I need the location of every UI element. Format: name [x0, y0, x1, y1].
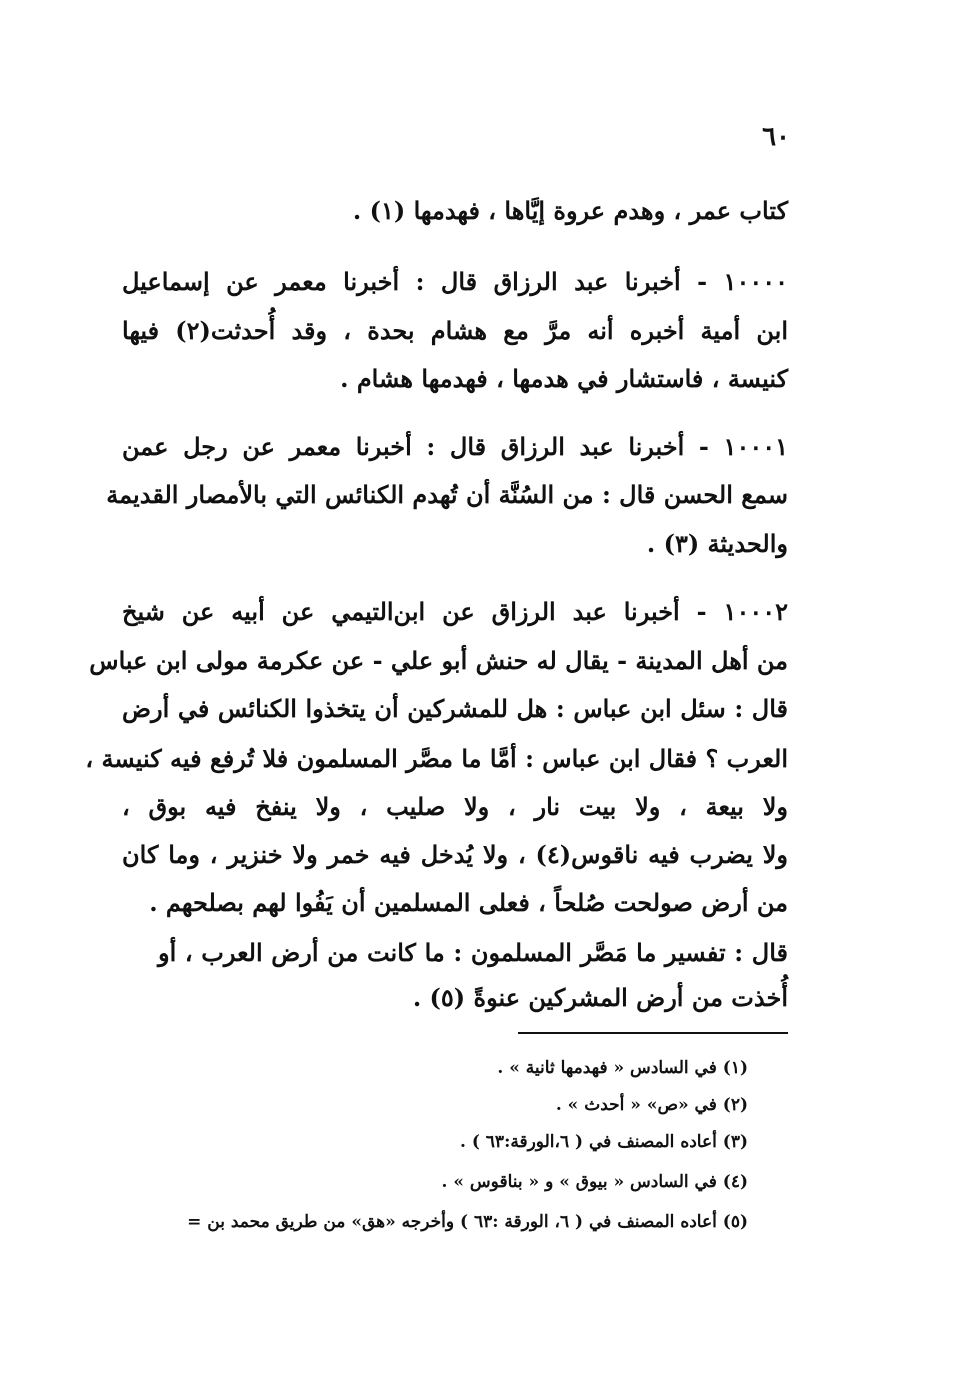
footnote: (٣) أعاده المصنف في ( ٦،الورقة:٦٣ ) .	[459, 1132, 748, 1152]
footnote: (٤) في السادس « بيوق » و « بناقوس » .	[441, 1172, 748, 1192]
footnote: (١) في السادس « فهدمها ثانية » .	[497, 1058, 748, 1078]
body-line: ولا بيعة ، ولا بيت نار ، ولا صليب ، ولا ينفخ فيه بوق ،	[122, 792, 788, 821]
footnote: (٥) أعاده المصنف في ( ٦، الورقة :٦٣ ) وأخرجه «هق» من طريق محمد بن =	[187, 1212, 748, 1232]
body-line: ١٠٠٠١ - أخبرنا عبد الرزاق قال : أخبرنا معمر عن رجل عمن	[122, 432, 788, 461]
page-number: ٦٠	[762, 122, 790, 152]
body-line: كنيسة ، فاستشار في هدمها ، فهدمها هشام .	[340, 364, 788, 393]
body-line: أُخذت من أرض المشركين عنوةً (٥) .	[412, 983, 788, 1012]
body-line: ابن أمية أخبره أنه مرَّ مع هشام بحدة ، وقد أُحدثت(٢) فيها	[122, 316, 788, 345]
body-line: كتاب عمر ، وهدم عروة إيَّاها ، فهدمها (١) .	[352, 196, 788, 225]
body-line: والحديثة (٣) .	[646, 529, 788, 558]
body-line: قال : سئل ابن عباس : هل للمشركين أن يتخذوا الكنائس في أرض	[122, 694, 788, 723]
body-line: العرب ؟ فقال ابن عباس : أمَّا ما مصَّر المسلمون فلا تُرفع فيه كنيسة ،	[85, 744, 788, 773]
footnote: (٢) في «ص» « أحدث » .	[555, 1095, 748, 1115]
body-line: من أرض صولحت صُلحاً ، فعلى المسلمين أن يَفُوا لهم بصلحهم .	[149, 888, 788, 917]
body-line: ١٠٠٠٢ - أخبرنا عبد الرزاق عن ابن‌التيمي عن أبيه عن شيخ	[122, 597, 788, 626]
body-line: سمع الحسن قال : من السُنَّة أن تُهدم الكنائس التي بالأمصار القديمة	[106, 480, 788, 509]
body-line: من أهل المدينة - يقال له حنش أبو علي - عن عكرمة مولى ابن عباس	[89, 646, 788, 675]
body-line: ١٠٠٠٠ - أخبرنا عبد الرزاق قال : أخبرنا معمر عن إسماعيل	[122, 267, 788, 296]
footnote-divider	[518, 1032, 788, 1034]
body-line: قال : تفسير ما مَصَّر المسلمون : ما كانت من أرض العرب ، أو	[158, 938, 788, 967]
body-line: ولا يضرب فيه ناقوس(٤) ، ولا يُدخل فيه خمر ولا خنزير ، وما كان	[122, 840, 788, 869]
